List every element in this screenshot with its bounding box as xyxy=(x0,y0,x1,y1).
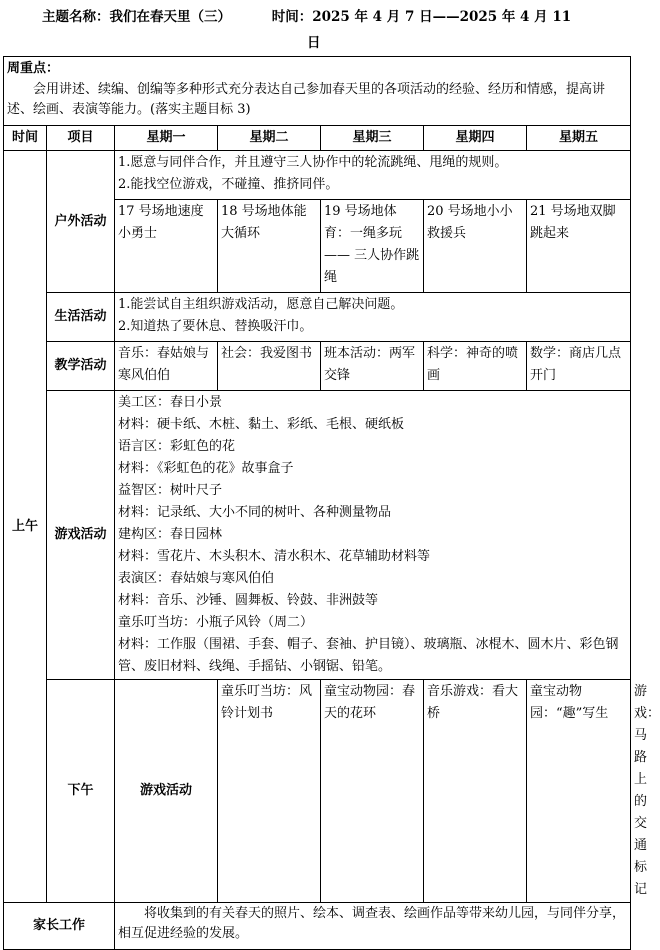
game-area: 表演区：春姑娘与寒风伯伯 xyxy=(118,571,275,586)
games-row xyxy=(4,391,631,680)
game-materials: 材料：雪花片、木头积木、清水积木、花草辅助材料等 xyxy=(118,549,431,564)
col-header-monday: 星期一 xyxy=(115,126,218,151)
parents-text: 将收集到的有关春天的照片、绘本、调查表、绘画作品等带来幼儿园，与同伴分享，相互促进经验的发展。 xyxy=(115,903,631,950)
teaching-tuesday: 社会：我爱图书 xyxy=(218,342,321,391)
outdoor-label: 户外活动 xyxy=(47,151,115,293)
focus-title: 周重点： xyxy=(7,61,60,76)
game-area: 语言区：彩虹色的花 xyxy=(118,439,236,454)
games-content xyxy=(115,391,631,680)
outdoor-goal: 2.能找空位游戏，不碰撞、推挤同伴。 xyxy=(118,177,339,192)
game-area: 建构区：春日园林 xyxy=(118,527,223,542)
parents-label: 家长工作 xyxy=(4,903,115,950)
afternoon-wednesday: 音乐游戏：看大桥 xyxy=(424,680,527,903)
outdoor-wednesday: 19 号场地体育：一绳多玩 —— 三人协作跳绳 xyxy=(321,200,424,293)
outdoor-goals xyxy=(115,151,631,200)
life-goals xyxy=(115,293,631,342)
outdoor-monday: 17 号场地速度小勇士 xyxy=(115,200,218,293)
afternoon-row: 下午 游戏活动 童乐叮当坊：风铃计划书 童宝动物园：春天的花环 音乐游戏：看大桥 童宝动物园：“趣”写生 游戏：马路上的交通标记 xyxy=(4,680,631,903)
life-goal: 2.知道热了要休息、替换吸汗巾。 xyxy=(118,319,313,334)
date-range: 时间：2025 年 4 月 7 日——2025 年 4 月 11 xyxy=(271,9,572,25)
teaching-thursday: 科学：神奇的喷画 xyxy=(424,342,527,391)
game-area: 美工区：春日小景 xyxy=(118,395,223,410)
afternoon-monday: 童乐叮当坊：风铃计划书 xyxy=(218,680,321,903)
col-header-tuesday: 星期二 xyxy=(218,126,321,151)
game-materials: 材料：工作服（围裙、手套、帽子、套袖、护目镜）、玻璃瓶、冰棍木、圆木片、彩色钢管、废旧材料、线绳、手摇钻、小钢锯、铅笔。 xyxy=(118,637,619,674)
afternoon-label: 下午 xyxy=(47,680,115,903)
outdoor-goal: 1.愿意与同伴合作，并且遵守三人协作中的轮流跳绳、甩绳的规则。 xyxy=(118,155,508,170)
col-header-item: 项目 xyxy=(47,126,115,151)
life-label: 生活活动 xyxy=(47,293,115,342)
col-header-friday: 星期五 xyxy=(527,126,631,151)
afternoon-tuesday: 童宝动物园：春天的花环 xyxy=(321,680,424,903)
teaching-friday: 数学：商店几点开门 xyxy=(527,342,631,391)
teaching-wednesday: 班本活动：两军交锋 xyxy=(321,342,424,391)
life-goal: 1.能尝试自主组织游戏活动，愿意自己解决问题。 xyxy=(118,297,404,312)
focus-cell xyxy=(4,57,631,126)
game-area: 童乐叮当坊：小瓶子风铃（周二） xyxy=(118,615,314,630)
game-area: 益智区：树叶尺子 xyxy=(118,483,223,498)
teaching-label: 教学活动 xyxy=(47,342,115,391)
afternoon-thursday: 童宝动物园：“趣”写生 xyxy=(527,680,631,903)
morning-label: 上午 xyxy=(4,151,47,903)
theme-title: 主题名称：我们在春天里（三） xyxy=(42,9,231,25)
game-materials: 材料：记录纸、大小不同的树叶、各种测量物品 xyxy=(118,505,392,520)
game-materials: 材料：音乐、沙锤、圆舞板、铃鼓、非洲鼓等 xyxy=(118,593,379,608)
weekly-plan-table xyxy=(3,56,660,950)
teaching-monday: 音乐：春姑娘与寒风伯伯 xyxy=(115,342,218,391)
outdoor-goals-row xyxy=(4,151,631,200)
col-header-thursday: 星期四 xyxy=(424,126,527,151)
teaching-row xyxy=(4,342,631,391)
game-materials: 材料：《彩虹色的花》故事盒子 xyxy=(118,461,294,476)
outdoor-thursday: 20 号场地小小救援兵 xyxy=(424,200,527,293)
outdoor-friday: 21 号场地双脚跳起来 xyxy=(527,200,631,293)
afternoon-games-label: 游戏活动 xyxy=(115,680,218,903)
column-header-row xyxy=(4,126,631,151)
life-row xyxy=(4,293,631,342)
date-range-end: 日 xyxy=(307,35,321,51)
parents-row xyxy=(4,903,631,950)
focus-text: 会用讲述、续编、创编等多种形式充分表达自己参加春天里的各项活动的经验、经历和情感，提高讲述、绘画、表演等能力。(落实主题目标 3) xyxy=(7,82,606,117)
col-header-wednesday: 星期三 xyxy=(321,126,424,151)
focus-row xyxy=(4,57,631,126)
game-materials: 材料：硬卡纸、木桩、黏土、彩纸、毛根、硬纸板 xyxy=(118,417,405,432)
games-label: 游戏活动 xyxy=(47,391,115,680)
outdoor-tuesday: 18 号场地体能大循环 xyxy=(218,200,321,293)
col-header-time: 时间 xyxy=(4,126,47,151)
